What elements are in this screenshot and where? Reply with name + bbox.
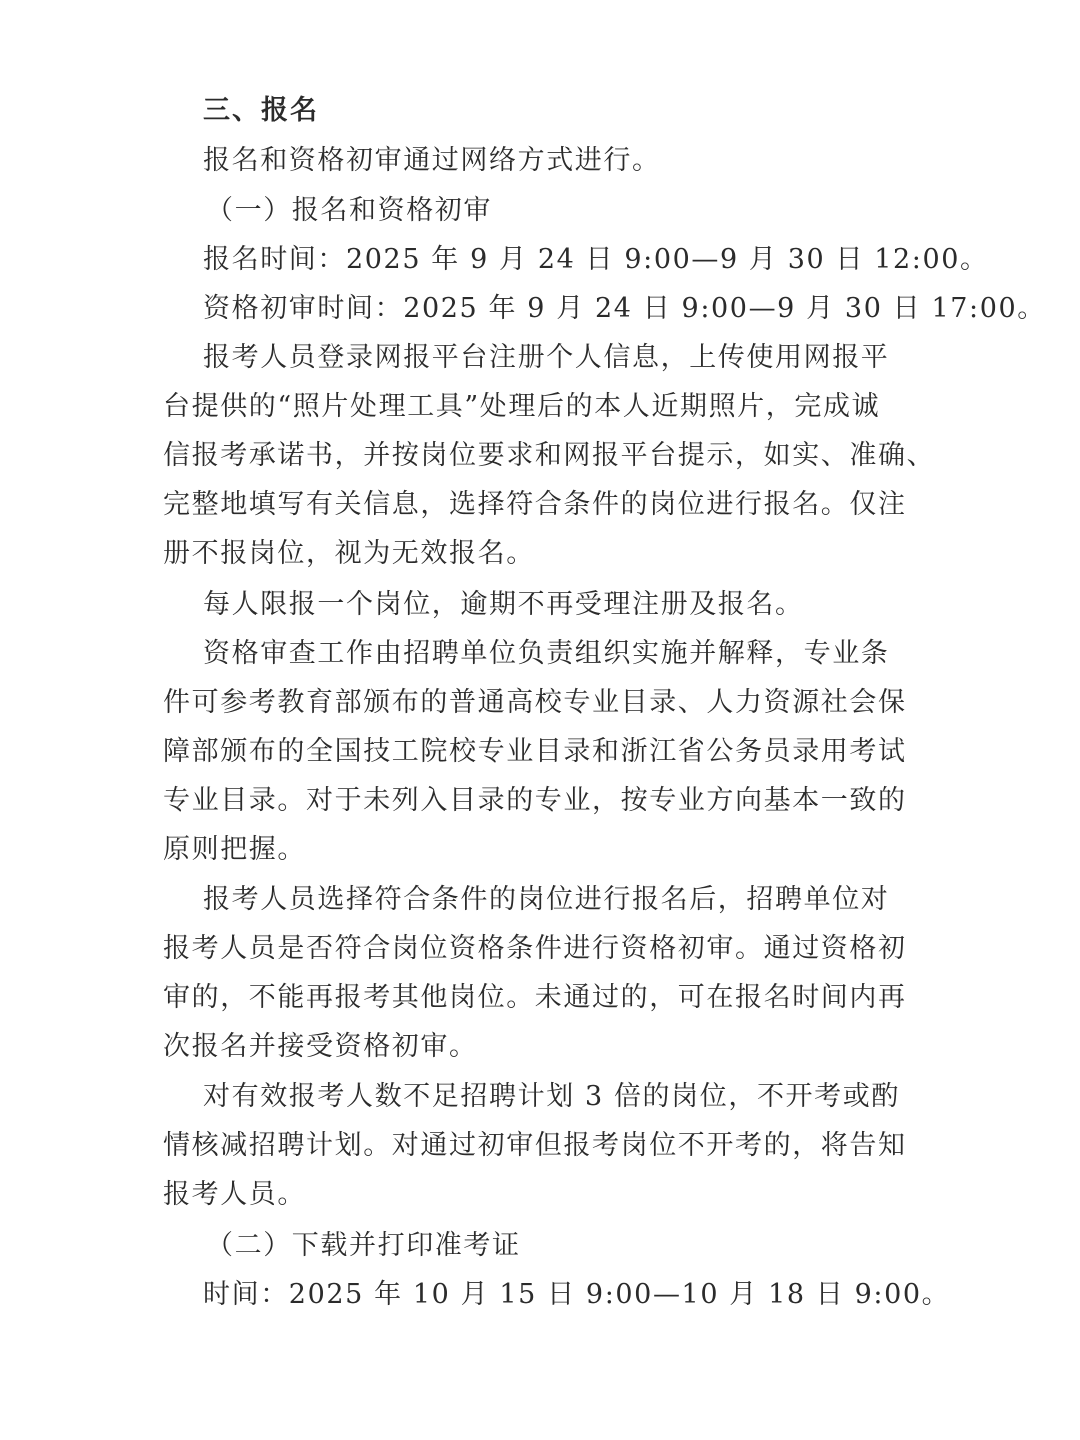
paragraph-line: 原则把握。: [163, 834, 306, 865]
subsection-heading-2: （二）下载并打印准考证: [206, 1230, 521, 1261]
review-time: 资格初审时间：2025 年 9 月 24 日 9:00—9 月 30 日 17:00。: [203, 293, 1046, 324]
paragraph-line: 报考人员选择符合条件的岗位进行报名后，招聘单位对: [203, 884, 890, 915]
paragraph-line: 专业目录。对于未列入目录的专业，按专业方向基本一致的: [163, 785, 907, 816]
paragraph-line: 对有效报考人数不足招聘计划 3 倍的岗位，不开考或酌: [203, 1081, 900, 1112]
paragraph-line: 障部颁布的全国技工院校专业目录和浙江省公务员录用考试: [163, 736, 907, 767]
paragraph-line: 册不报岗位，视为无效报名。: [163, 538, 535, 569]
admit-card-time: 时间：2025 年 10 月 15 日 9:00—10 月 18 日 9:00。: [203, 1279, 951, 1310]
paragraph-line: 资格审查工作由招聘单位负责组织实施并解释，专业条: [203, 638, 890, 669]
paragraph-line: 情核减招聘计划。对通过初审但报考岗位不开考的，将告知: [163, 1130, 907, 1161]
paragraph-line: 完整地填写有关信息，选择符合条件的岗位进行报名。仅注: [163, 489, 907, 520]
registration-time: 报名时间：2025 年 9 月 24 日 9:00—9 月 30 日 12:00。: [203, 244, 989, 275]
paragraph-line: 每人限报一个岗位，逾期不再受理注册及报名。: [203, 589, 804, 620]
section-heading: 三、报名: [203, 95, 319, 126]
paragraph-line: 报考人员是否符合岗位资格条件进行资格初审。通过资格初: [163, 933, 907, 964]
paragraph-line: 台提供的“照片处理工具”处理后的本人近期照片，完成诚: [163, 391, 881, 422]
paragraph-line: 次报名并接受资格初审。: [163, 1031, 478, 1062]
subsection-heading-1: （一）报名和资格初审: [206, 195, 492, 226]
paragraph-line: 报考人员。: [163, 1179, 306, 1210]
paragraph-line: 件可参考教育部颁布的普通高校专业目录、人力资源社会保: [163, 687, 907, 718]
paragraph-line: 信报考承诺书，并按岗位要求和网报平台提示，如实、准确、: [163, 440, 936, 471]
paragraph-line: 审的，不能再报考其他岗位。未通过的，可在报名时间内再: [163, 982, 907, 1013]
intro-text: 报名和资格初审通过网络方式进行。: [203, 145, 661, 176]
paragraph-line: 报考人员登录网报平台注册个人信息，上传使用网报平: [203, 342, 890, 373]
